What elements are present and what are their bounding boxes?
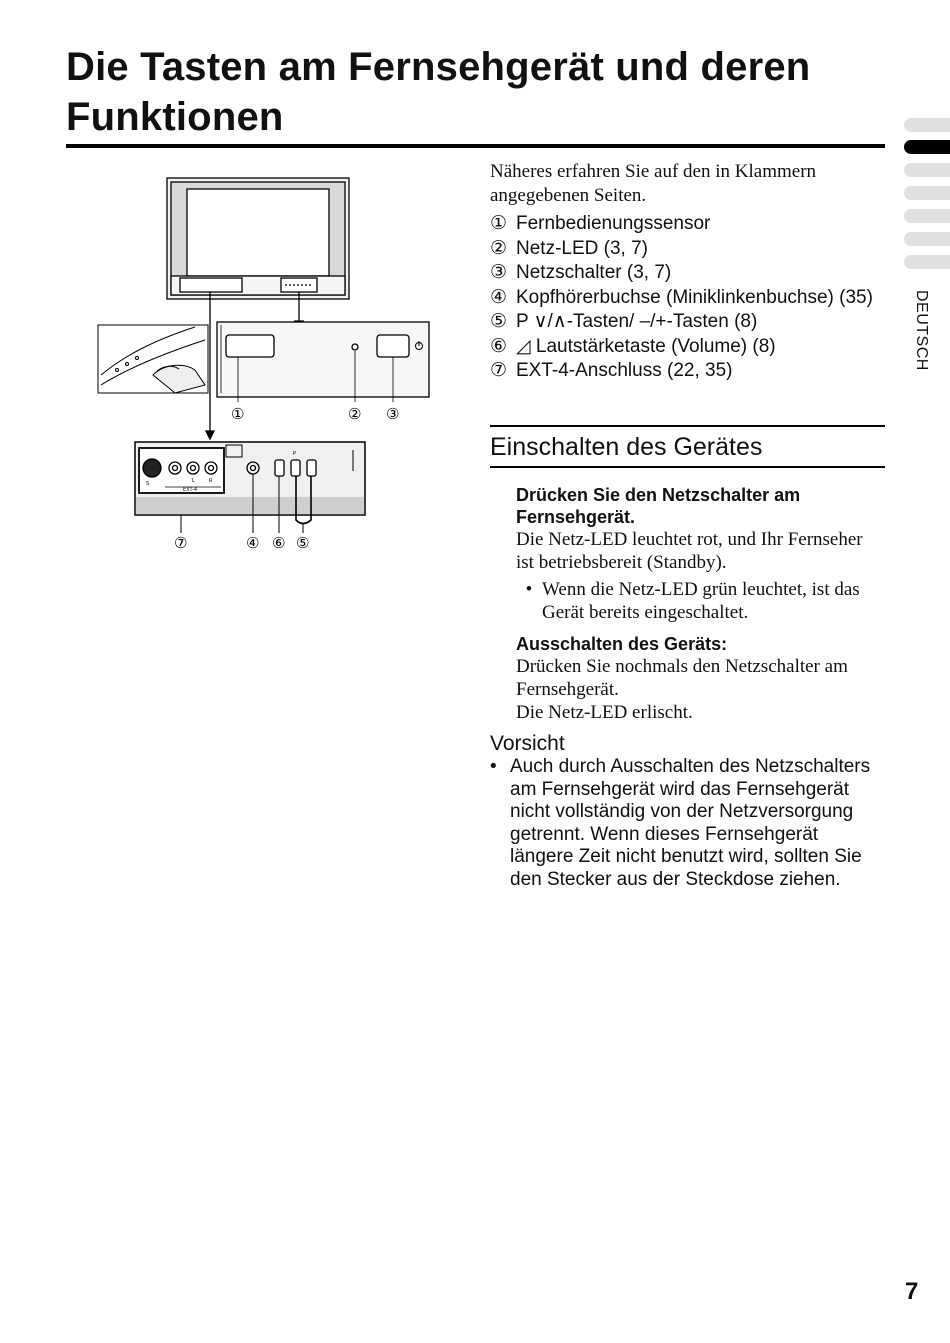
feature-text: Fernbedienungssensor [516,213,711,234]
power-on-bullet [516,578,885,624]
feature-number: ① [490,213,508,234]
feature-number: ⑦ [490,360,508,381]
section-tab-marker [904,118,950,132]
language-tab-label: DEUTSCH [913,290,930,371]
bullet-dot: • [525,579,533,600]
tv-front-illustration [167,178,349,299]
callout-6: ⑥ [272,534,286,552]
feature-item [490,359,885,384]
feature-text: Netz-LED (3, 7) [516,237,648,259]
power-on-result: Die Netz-LED leuchtet rot, und Ihr Fernseher ist betriebsbereit (Standby). [516,529,863,573]
feature-text: P ∨/∧-Tasten/ –/+-Tasten (8) [516,311,758,332]
tv-controls-diagram [95,175,440,560]
panel-label-ext: EXT-4 [183,487,198,493]
section-tab-marker [904,163,950,177]
title-rule [66,144,885,148]
caution-heading: Vorsicht [490,732,565,755]
section-tab-marker [904,209,950,223]
section-tab-marker [904,186,950,200]
power-off-heading: Ausschalten des Geräts: [516,634,728,654]
power-off-line2: Die Netz-LED erlischt. [516,702,693,723]
panel-label-l: L [192,478,195,484]
feature-item [490,286,885,311]
feature-number: ⑥ [490,335,508,357]
caution-item [490,756,885,891]
feature-text: Kopfhörerbuchse (Miniklinkenbuchse) (35) [516,286,873,308]
power-on-instruction: Drücken Sie den Netzschalter am Fernsehgerät. [516,485,801,527]
section-heading-power-on: Einschalten des Gerätes [490,425,885,468]
section-tab-marker [904,232,950,246]
power-section [490,425,885,891]
callout-5: ⑤ [296,534,310,552]
feature-item [490,335,885,360]
feature-text: Netzschalter (3, 7) [516,262,672,283]
panel-label-r: R [209,478,213,484]
feature-item [490,212,885,237]
panel-label-p: P [293,451,297,457]
side-panel-illustration [135,442,365,533]
feature-text: ◿ Lautstärketaste (Volume) (8) [516,335,776,357]
feature-number: ④ [490,286,508,308]
section-tab-marker [904,255,950,269]
feature-list [490,212,885,384]
feature-number: ③ [490,262,508,283]
feature-section [490,160,885,384]
feature-number: ⑤ [490,311,508,332]
panel-label-s: S [146,481,150,487]
feature-item [490,261,885,286]
page-title: Die Tasten am Fernsehgerät und deren Funktionen [66,45,811,139]
hand-pressing-illustration [98,325,208,393]
feature-item [490,237,885,262]
feature-text: EXT-4-Anschluss (22, 35) [516,360,733,381]
power-off-line1: Drücken Sie nochmals den Netzschalter am Fernsehgerät. [516,656,848,700]
feature-item [490,310,885,335]
callout-3: ③ [386,405,400,423]
page-number: 7 [905,1278,919,1305]
callout-4: ④ [246,534,260,552]
front-panel-zoom [217,322,429,402]
caution-text: Auch durch Ausschalten des Netzschalters am Fernsehgerät wird das Fernsehgerät nicht vollständig von der Netzversorgung getrennt. Wenn dieses Fernsehgerät längere Zeit nicht benutzt wird, sollten Sie den Stecker aus der Steckdose ziehen. [510,756,871,890]
section-tab-marker-active [904,140,950,154]
power-on-bullet-text: Wenn die Netz-LED grün leuchtet, ist das Gerät bereits eingeschaltet. [542,579,860,623]
callout-1: ① [231,405,245,423]
bullet-dot: • [490,756,497,777]
feature-number: ② [490,237,508,259]
intro-text: Näheres erfahren Sie auf den in Klammern angegebenen Seiten. [490,161,817,206]
callout-2: ② [348,405,362,423]
callout-7: ⑦ [174,534,188,552]
